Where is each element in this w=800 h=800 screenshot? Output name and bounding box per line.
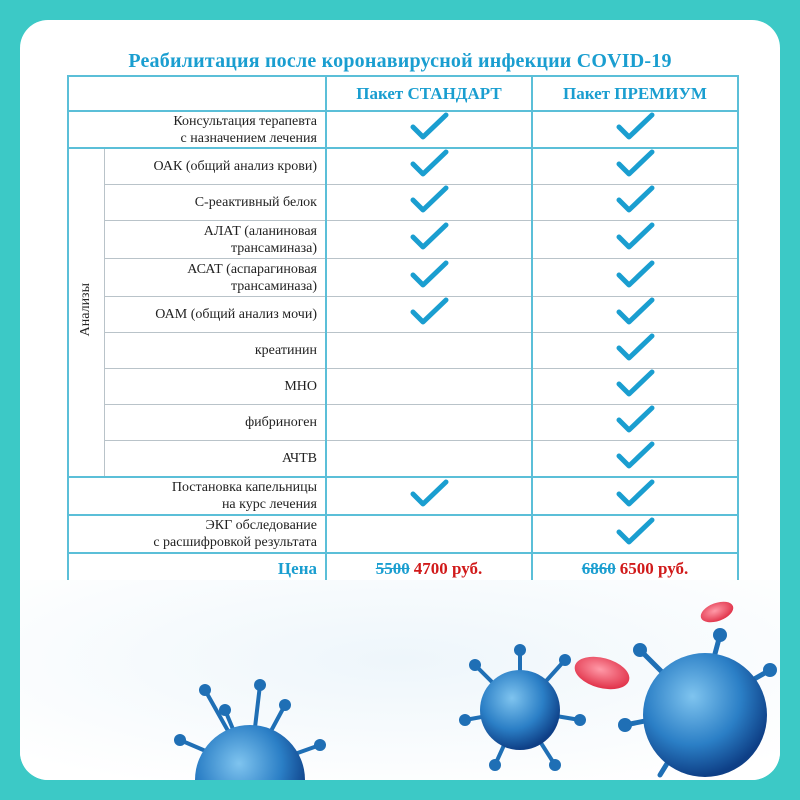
check-icon	[615, 185, 655, 215]
cell-standard	[326, 185, 532, 221]
content-card	[20, 20, 780, 780]
cell-premium	[532, 259, 738, 297]
header-premium: Пакет ПРЕМИУМ	[532, 76, 738, 111]
check-icon	[615, 405, 655, 435]
new-price: 4700 руб.	[413, 559, 483, 578]
row-label-alat	[104, 221, 326, 259]
row-label-iv-drip	[68, 477, 326, 515]
new-price: 6500 руб.	[619, 559, 689, 578]
check-icon	[615, 260, 655, 290]
check-icon	[615, 333, 655, 363]
group-label: Анализы	[78, 283, 94, 337]
old-price: 5500	[375, 559, 410, 578]
price-label: Цена	[68, 553, 326, 585]
page-title: Реабилитация после коронавирусной инфекции COVID-19	[128, 50, 672, 72]
virus-background	[20, 580, 780, 780]
cell-standard	[326, 441, 532, 478]
cell-premium	[532, 333, 738, 369]
cell-standard	[326, 515, 532, 553]
label-line: АЛАТ (аланиновая	[203, 223, 317, 239]
check-icon	[409, 222, 449, 252]
group-cell-analyses	[68, 148, 104, 477]
check-icon	[615, 149, 655, 179]
row-label-asat	[104, 259, 326, 297]
old-price: 6860	[581, 559, 616, 578]
row-label-fibrinogen: фибриноген	[104, 405, 326, 441]
check-icon	[409, 479, 449, 509]
row-label-oam: ОАМ (общий анализ мочи)	[104, 297, 326, 333]
row-label-aptt: АЧТВ	[104, 441, 326, 478]
check-icon	[615, 369, 655, 399]
label-line: Постановка капельницы	[171, 480, 317, 495]
cell-premium	[532, 441, 738, 478]
check-icon	[409, 260, 449, 290]
cell-premium	[532, 369, 738, 405]
cell-standard	[326, 369, 532, 405]
cell-standard	[326, 259, 532, 297]
label-line: на курс лечения	[221, 497, 317, 512]
cell-standard	[326, 477, 532, 515]
cell-standard	[326, 333, 532, 369]
check-icon	[409, 112, 449, 142]
check-icon	[615, 112, 655, 142]
cell-premium	[532, 297, 738, 333]
cell-premium	[532, 477, 738, 515]
check-icon	[409, 149, 449, 179]
row-label-oak: ОАК (общий анализ крови)	[104, 148, 326, 185]
check-icon	[615, 517, 655, 547]
row-label-mno: МНО	[104, 369, 326, 405]
label-line: ЭКГ обследование	[205, 518, 317, 533]
cell-premium	[532, 515, 738, 553]
cell-premium	[532, 405, 738, 441]
row-label-consultation	[68, 111, 326, 148]
cell-standard	[326, 221, 532, 259]
label-line: Консультация терапевта	[173, 113, 317, 129]
cell-standard	[326, 297, 532, 333]
row-label-creatinine: креатинин	[104, 333, 326, 369]
label-line: трансаминаза)	[230, 240, 317, 256]
label-line: с расшифровкой результата	[153, 535, 317, 550]
cell-premium	[532, 221, 738, 259]
row-label-crp: С-реактивный белок	[104, 185, 326, 221]
header-empty-cell	[68, 76, 326, 111]
check-icon	[615, 441, 655, 471]
header-standard: Пакет СТАНДАРТ	[326, 76, 532, 111]
check-icon	[615, 222, 655, 252]
packages-table	[67, 75, 739, 586]
cell-standard	[326, 148, 532, 185]
label-line: АСАТ (аспарагиновая	[187, 261, 317, 277]
cell-premium	[532, 148, 738, 185]
label-line: трансаминаза)	[230, 278, 317, 294]
cell-premium	[532, 185, 738, 221]
check-icon	[615, 479, 655, 509]
cell-standard	[326, 111, 532, 148]
label-line: с назначением лечения	[180, 130, 317, 146]
row-label-ecg	[68, 515, 326, 553]
check-icon	[615, 297, 655, 327]
check-icon	[409, 185, 449, 215]
check-icon	[409, 297, 449, 327]
cell-premium	[532, 111, 738, 148]
cell-standard	[326, 405, 532, 441]
